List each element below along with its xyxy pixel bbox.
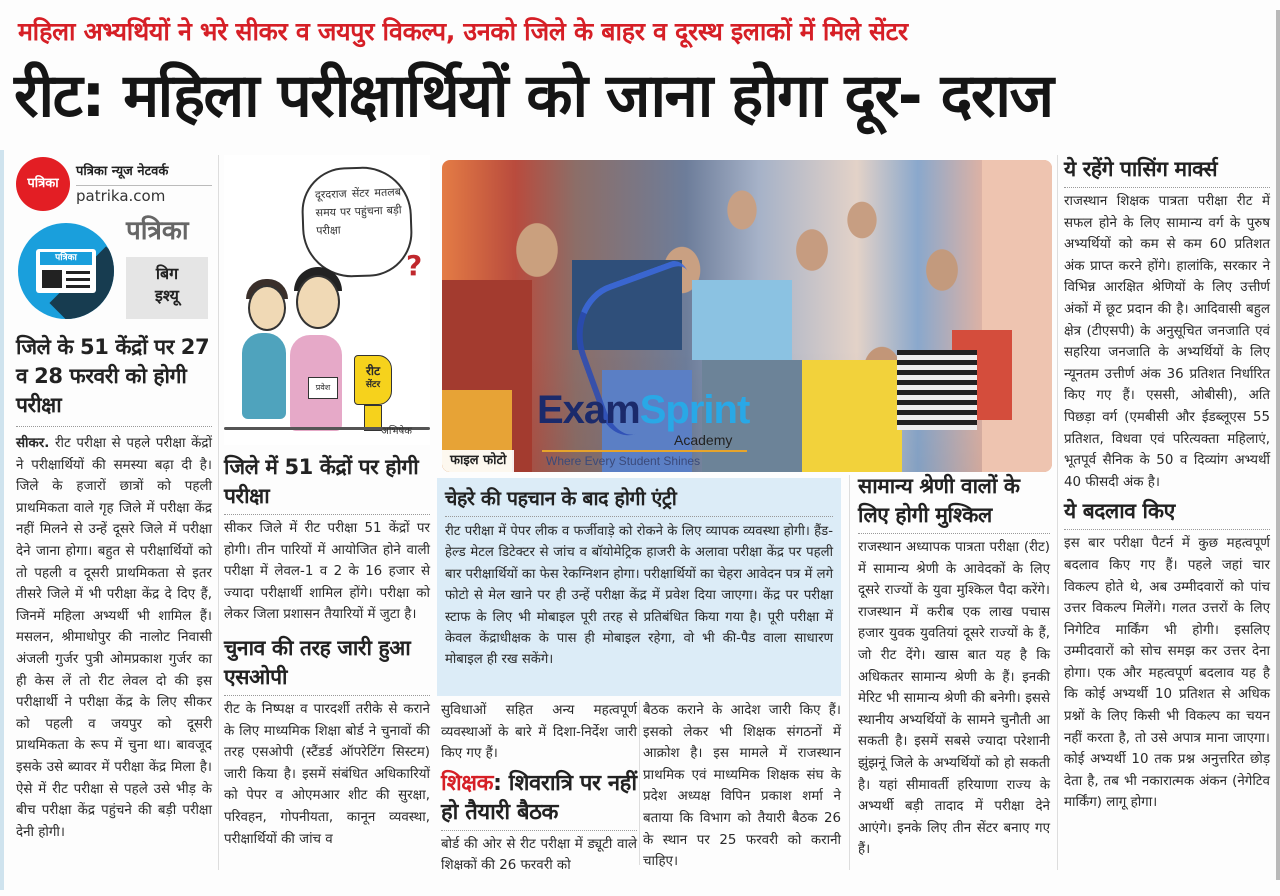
kicker-headline: महिला अभ्यर्थियों ने भरे सीकर व जयपुर विकल्प, उनको जिले के बाहर व दूरस्थ इलाकों में मिले सेंटर [18,17,908,46]
centers-story-title: जिले में 51 केंद्रों पर होगी परीक्षा [224,453,430,515]
speech-bubble: दूरदराज सेंटर मतलब समय पर पहुंचना बड़ी परीक्षा [300,165,414,279]
teachers-title-red: शिक्षक [441,770,494,796]
teachers-story-continued: बैठक कराने के आदेश जारी किए हैं। इसको लेकर भी शिक्षक संगठनों में आक्रोश है। इस मामले में राजस्थान प्राथमिक एवं माध्यमिक शिक्षक संघ के प्रदेश अध्यक्ष विपिन प्रकाश शर्मा ने बताया कि विभाग को तैयारी बैठक 26 के स्थान पर 25 फरवरी को करानी चाहिए। [643,703,841,870]
watermark-tagline: Where Every Student Shines [546,454,701,468]
changes-story-body: इस बार परीक्षा पैटर्न में कुछ महत्वपूर्ण बदलाव किए गए हैं। पहले जहां चार विकल्प होते थे, अब उम्मीदवारों को पांच उत्तर विकल्प मिलेंगे। गलत उत्तरों के लिए निगेटिव मार्किंग भी होगी। इसलिए उम्मीदवारों को सोच समझ कर उत्तर देना होगा। एक और महत्वपूर्ण बदलाव यह है कि कोई अभ्यर्थी 10 प्रतिशत से अधिक प्रश्नों के लिए किसी भी विकल्प का चयन नहीं करता है, तो उसे अपात्र माना जाएगा। कोई अभ्यर्थी 10 तक प्रश्न अनुत्तरित छोड़ देता है, तब भी नकारात्मक अंकन (नेगेटिव मार्किंग) लागू होगा। [1064,536,1270,811]
general-story-title: सामान्य श्रेणी वालों के लिए होगी मुश्किल [858,472,1050,534]
teachers-story-body: बोर्ड की ओर से रीट परीक्षा में ड्यूटी वाले शिक्षकों की 26 फरवरी को [441,836,637,874]
page-edge-right [1276,10,1280,880]
sign-line2: सेंटर [365,380,381,390]
reet-center-sign [354,355,392,405]
page-edge-left [0,150,4,890]
general-story-body: राजस्थान अध्यापक पात्रता परीक्षा (रीट) में सामान्य श्रेणी के आवेदकों के लिए दूसरे राज्यों के युवा मुश्किल पैदा करेंगे। राजस्थान में करीब एक लाख पचास हजार युवक युवतियां दूसरे राज्यों के हैं, जो रीट देंगे। खास बात यह है कि अधिकतर सामान्य श्रेणी के हैं। इनकी मेरिट भी सामान्य श्रेणी की बनेगी। इससे स्थानीय अभ्यर्थियों के सामने चुनौती आ सकती है। इसमें सबसे ज्यादा परेशानी झुंझनूं जिले के अभ्यर्थियों को हो सकती है। यहां सीमावर्ती हरियाणा राज्य के अभ्यर्थी बड़ी तादाद में परीक्षा देने आएंगे। इनके लिए तीन सेंटर बनाए गए हैं। [858,540,1050,858]
brand-byline [16,155,212,213]
icon-paper-block [42,270,62,288]
icon-paper-line [66,285,90,288]
photo-person [802,360,902,472]
admit-card: प्रवेश [308,377,338,399]
marks-column [1064,155,1270,814]
watermark-logo [537,388,749,433]
main-headline: रीट: महिला परीक्षार्थियों को जाना होगा दूर- दराज [14,61,1053,131]
column-divider [218,155,219,870]
cartoon-head-1 [248,285,286,331]
big-issue-badge [16,216,212,321]
photo-wall [982,160,1052,472]
patrika-logo-icon: पत्रिका [16,157,70,211]
watermark-sprint: Sprint [639,388,750,432]
big-issue-line1: बिग [155,264,179,283]
sop-story-body: रीट के निष्पक्ष व पारदर्शी तरीके से कराने के लिए माध्यमिक शिक्षा बोर्ड ने चुनावों की तरह एसओपी (स्टैंडर्ड ऑपरेटिंग सिस्टम) जारी किया है। इसमें संबंधित अधिकारियों को पेपर व ओएमआर शीट की सुरक्षा, परिवहन, गोपनीयता, कानून व्यवस्था, परीक्षार्थियों की जांच व [224,701,430,847]
teachers-story-title [441,769,637,831]
dateline: सीकर. [16,436,50,451]
sop-story-title: चुनाव की तरह जारी हुआ एसओपी [224,634,430,696]
column-divider [1057,155,1058,870]
icon-paper-line [66,278,90,281]
marks-story-title: ये रहेंगे पासिंग मार्क्स [1064,155,1270,188]
general-category-column [858,472,1050,861]
cartoon-head-2 [296,275,340,329]
sign-line1: रीट [365,364,381,378]
lead-column [16,155,212,843]
cartoonist-signature: अभिषेक [381,426,412,438]
face-story-title: चेहरे की पहचान के बाद होगी एंट्री [445,484,833,517]
photo-person [897,350,977,430]
face-story-body: रीट परीक्षा में पेपर लीक व फर्जीवाड़े को रोकने के लिए व्यापक व्यवस्था होगी। हैंड-हेल्ड मेटल डिटेक्टर से जांच व बॉयोमेट्रिक हाजरी के अलावा परीक्षा केंद्र पर पहली बार परीक्षार्थियों का फेस रेकग्निशन होगा। परीक्षार्थियों का चेहरा आवेदन पत्र में लगे फोटो से मेल खाने पर ही उन्हें परीक्षा केंद्र में प्रवेश दिया जाएगा। केंद्र पर परीक्षा स्टाफ के लिए भी मोबाइल पूरी तरह से प्रतिबंधित किया गया है। पूरी परीक्षा में केवल केंद्राधीक्षक के पास ही मोबाइल रहेगा, वो भी की-पैड वाला साधारण मोबाइल ही रख सकेंगे। [445,524,833,668]
watermark-exam: Exam [537,388,640,432]
editorial-cartoon [224,155,430,445]
sop-story-continued: सुविधाओं सहित अन्य महत्वपूर्ण व्यवस्थाओं के बारे में दिशा-निर्देश जारी किए गए हैं। [441,703,637,762]
icon-paper [36,249,96,293]
changes-story-title: ये बदलाव किए [1064,497,1270,530]
newspaper-icon [18,223,114,319]
watermark-divider [542,450,747,452]
lead-story-body [16,433,212,843]
watermark-academy: Academy [674,432,733,448]
website-link[interactable]: patrika.com [76,186,166,205]
photo-caption: फाइल फोटो [442,450,514,472]
face-recognition-box [437,478,841,696]
icon-paper-label: पत्रिका [40,252,92,265]
teachers-title-rest: : शिवरात्रि पर नहीं हो तैयारी बैठक [441,770,637,825]
big-issue-line2: इश्यू [155,286,179,305]
big-issue-label [126,257,208,319]
lead-story-title: जिले के 51 केंद्रों पर 27 व 28 फरवरी को होगी परीक्षा [16,333,212,427]
column-divider [639,700,640,865]
marks-story-body: राजस्थान शिक्षक पात्रता परीक्षा रीट में सफल होने के लिए सामान्य वर्ग के पुरुष अभ्यर्थियों को कम से कम 60 प्रतिशत अंक प्राप्त करने होंगे। हालांकि, सरकार ने विभिन्न आरक्षित श्रेणियों के लिए उत्तीर्ण अंकों में छूट प्रदान की है। आदिवासी बहुल क्षेत्र (टीएसपी) के अनुसूचित जनजाति एवं सहरिया जनजाति के अभ्यर्थियों के लिए न्यूनतम उत्तीर्ण अंक 36 प्रतिशत निर्धारित किए गए हैं। एससी, ओबीसी), अति पिछड़ा वर्ग (एमबीसी और ईडब्लूएस 55 प्रतिशत, विधवा एवं परित्यक्ता महिलाएं, भूतपूर्व सैनिक के 50 व दिव्यांग अभ्यर्थी 40 फीसदी अंक है। [1064,194,1270,490]
column-divider [849,475,850,870]
teachers-continued-column [643,700,841,873]
file-photo [442,160,1052,472]
big-issue-brand: पत्रिका [126,216,189,246]
question-mark-icon: ? [406,249,423,282]
brand-text [76,161,212,207]
centers-story-body: सीकर जिले में रीट परीक्षा 51 केंद्रों पर होगी। तीन पारियों में आयोजित होने वाली परीक्षा में लेवल-1 व 2 के 16 हजार से ज्यादा परीक्षार्थी शामिल होंगे। परीक्षा को लेकर जिला प्रशासन तैयारियों में जुटा है। [224,521,430,623]
icon-paper-line [66,271,90,274]
news-network-label: पत्रिका न्यूज नेटवर्क [76,161,212,186]
lead-story-text: रीट परीक्षा से पहले परीक्षा केंद्रों ने परीक्षार्थियों की समस्या बढ़ा दी है। जिले के हजारों छात्रों को पहली प्राथमिकता वाले गृह जिले में परीक्षा केंद्र नहीं मिलने से उन्हें दूसरे जिले में परीक्षा देने जाना होगा। बहुत से परीक्षार्थियों को तो पहली व दूसरी प्राथमिकता से इतर तीसरे जिले में भी परीक्षा केंद्र दे दिए हैं, जिनमें महिला अभ्यर्थी भी शामिल हैं। मसलन, श्रीमाधोपुर की नालोट निवासी अंजली गुर्जर पुत्री ओमप्रकाश गुर्जर का ही केस लें तो रीट लेवल दो की इस परीक्षार्थी ने परीक्षा केंद्र के लिए सीकर को पहली व जयपुर को दूसरी प्राथमिकता के रूप में चुना था। बावजूद इसके उसे ब्यावर में परीक्षा केंद्र मिला है। ऐसे में रीट परीक्षा से पहले उसे भीड़ के बीच परीक्षा केंद्र पहुंचने की बड़ी परीक्षा देनी होगी। [16,436,212,840]
cartoon-woman-1 [242,333,286,419]
sop-continued-column [441,700,637,877]
cartoon-column [224,155,430,850]
